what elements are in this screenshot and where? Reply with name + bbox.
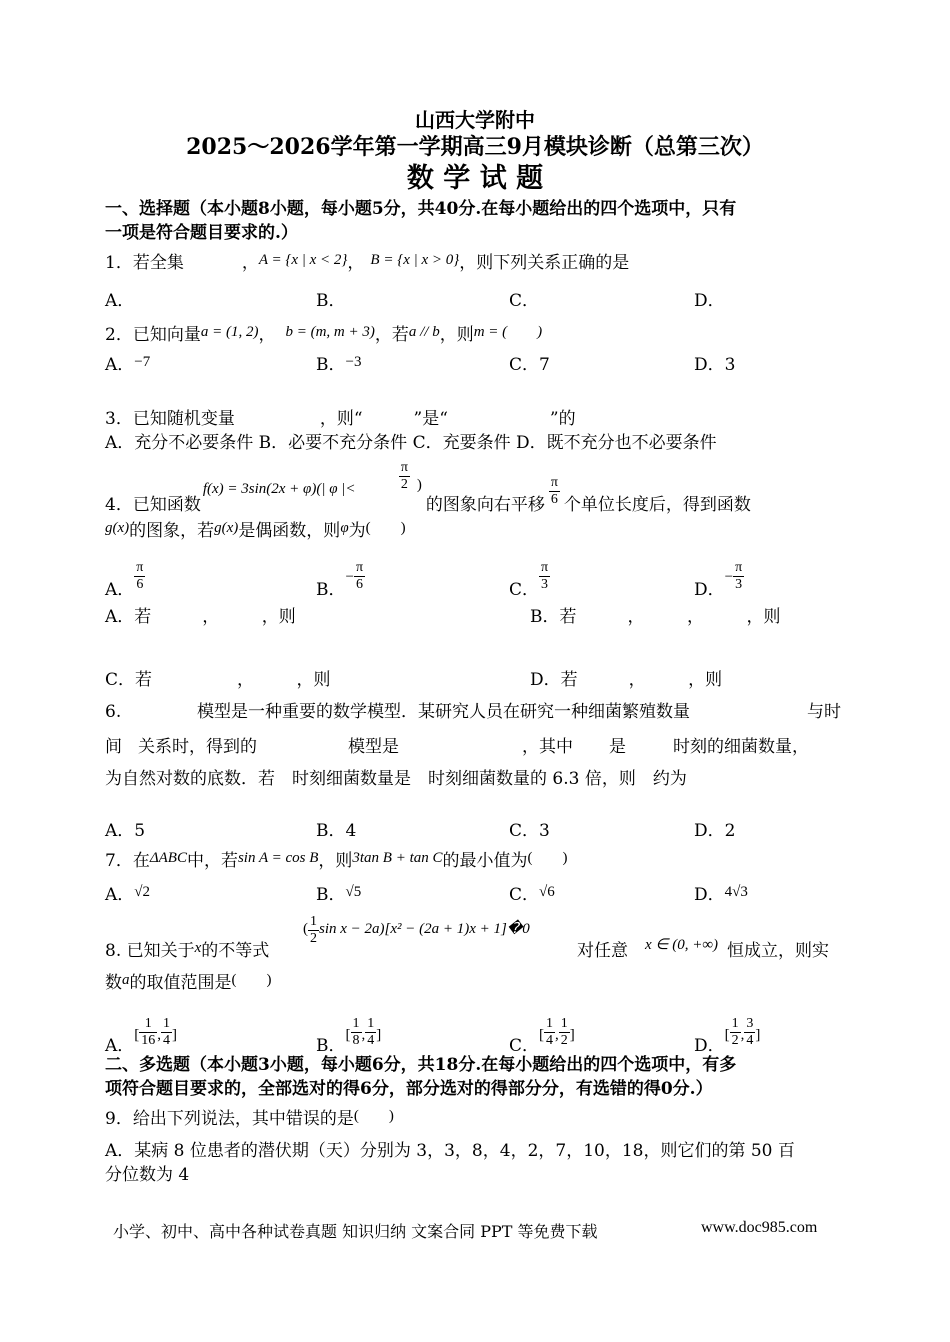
q9-option-a-line1[interactable]: A．某病 8 位患者的潜伏期（天）分别为 3，3，8，4，2，7，10，18，则它们的第 50 百: [105, 1141, 795, 1161]
q8-stem-line1: 8. 已知关于x的不等式 ( $\frac{1}{2}$ sin x − 2a)[x² − (2a + 1)x + 1]�0 对任意 x ∈ (0, +∞) 恒成立，则实: [105, 914, 829, 961]
q2-parallel: a // b: [408, 324, 440, 340]
q7-option-b[interactable]: B．√5: [316, 884, 362, 905]
q8-option-a[interactable]: A．[ $\frac{1}{16}$ , $\frac{1}{4}$ ]: [105, 1016, 178, 1056]
section2-heading-line2: 项符合题目要求的，全部选对的得6分，部分选对的得部分分，有选错的得0分.）: [105, 1079, 713, 1099]
q7-option-c[interactable]: C．√6: [509, 884, 555, 905]
q1-set-b: B = {x | x > 0}: [370, 252, 460, 268]
q6-stem-line3: 为自然对数的底数．若 时刻细菌数量是 时刻细菌数量的 6.3 倍，则 约为: [105, 769, 687, 789]
q4-stem-line1: 4．已知函数 f(x) = 3sin(2x + φ)(| φ |< $\frac{\pi}{2}$ ) 的图象向右平移 $\frac{\pi}{6}$ 个单位长度后，得到函数: [105, 460, 751, 515]
section2-heading-line1: 二、多选题（本小题3小题，每小题6分，共18分.在每小题给出的四个选项中，有多: [105, 1055, 737, 1075]
q1-stem: 1．若全集 ，A = {x | x < 2}， B = {x | x > 0}，则下列关系正确的是: [105, 252, 630, 273]
section1-heading-line1: 一、选择题（本小题8小题，每小题5分，共40分.在每小题给出的四个选项中，只有: [105, 199, 737, 219]
q5-option-b[interactable]: B．若 ， ， ，则: [530, 607, 781, 627]
q2-option-b[interactable]: B．−3: [316, 354, 362, 375]
q1-option-d[interactable]: D．: [694, 291, 725, 311]
q2-option-a[interactable]: A．−7: [105, 354, 151, 375]
q6-stem-line2: 间 关系时，得到的 模型是 ，其中 是 时刻的细菌数量，: [105, 737, 809, 757]
q2-vector-b: b = (m, m + 3): [285, 324, 375, 340]
q6-option-c[interactable]: C．3: [509, 821, 550, 841]
q1-option-b[interactable]: B．: [316, 291, 346, 311]
q2-vector-a: a = (1, 2): [200, 324, 259, 340]
section1-heading-line2: 一项是符合题目要求的.）: [105, 223, 298, 243]
exam-title: 2025～2026学年第一学期高三9月模块诊断（总第三次）: [186, 134, 764, 160]
q4-g: g(x): [105, 520, 130, 536]
q4-option-a[interactable]: A． $\frac{\pi}{6}$: [105, 560, 144, 600]
q4-option-d[interactable]: D．− $\frac{\pi}{3}$: [694, 560, 743, 600]
q2-stem: 2．已知向量a = (1, 2)， b = (m, m + 3)，若a // b，则m = ( ): [105, 324, 543, 345]
q8-option-c[interactable]: C．[ $\frac{1}{4}$ , $\frac{1}{2}$ ]: [509, 1016, 575, 1056]
school-name: 山西大学附中: [415, 108, 535, 132]
footer-text: 小学、初中、高中各种试卷真题 知识归纳 文案合同 PPT 等免费下载: [113, 1222, 598, 1241]
q9-option-a-line2[interactable]: 分位数为 4: [105, 1165, 190, 1185]
q7-option-d[interactable]: D．4√3: [694, 884, 748, 905]
q6-stem-line1: 6. 模型是一种重要的数学模型．某研究人员在研究一种细菌繁殖数量 与时: [105, 702, 841, 722]
q1-option-c[interactable]: C．: [509, 291, 540, 311]
q6-option-d[interactable]: D．2: [694, 821, 736, 841]
q6-option-a[interactable]: A．5: [105, 821, 146, 841]
q8-option-b[interactable]: B．[ $\frac{1}{8}$ , $\frac{1}{4}$ ]: [316, 1016, 382, 1056]
q4-option-c[interactable]: C． $\frac{\pi}{3}$: [509, 560, 549, 600]
q1-option-a[interactable]: A．: [105, 291, 135, 311]
q4-option-b[interactable]: B．− $\frac{\pi}{6}$: [316, 560, 364, 600]
q8-stem-line2: 数a的取值范围是( ): [105, 972, 272, 993]
q9-stem: 9．给出下列说法，其中错误的是( ): [105, 1108, 394, 1129]
q3-stem: 3．已知随机变量 ，则“ ”是“ ”的: [105, 409, 576, 429]
q4-function: f(x) = 3sin(2x + φ)(| φ |<: [202, 481, 356, 497]
q3-options[interactable]: A．充分不必要条件 B．必要不充分条件 C．充要条件 D．既不充分也不必要条件: [105, 433, 717, 453]
q1-set-a: A = {x | x < 2}: [258, 252, 348, 268]
q8-inequality: ( $\frac{1}{2}$ sin x − 2a)[x² − (2a + 1)x + 1]�0: [303, 914, 530, 946]
q5-option-a[interactable]: A．若 ， ，则: [105, 607, 296, 627]
q6-option-b[interactable]: B．4: [316, 821, 357, 841]
q7-option-a[interactable]: A．√2: [105, 884, 151, 905]
q2-option-d[interactable]: D．3: [694, 355, 736, 375]
footer-site-link[interactable]: www.doc985.com: [701, 1219, 818, 1236]
q7-stem: 7．在ΔABC中，若sin A = cos B，则3tan B + tan C的最小值为( ): [105, 850, 568, 871]
q4-stem-line2: g(x)的图象，若g(x)是偶函数，则φ为( ): [105, 520, 406, 541]
q8-option-d[interactable]: D．[ $\frac{1}{2}$ , $\frac{3}{4}$ ]: [694, 1016, 761, 1056]
q2-ask: m = ( ): [473, 324, 543, 340]
q5-option-d[interactable]: D．若 ， ，则: [530, 670, 723, 690]
q2-option-c[interactable]: C．7: [509, 355, 550, 375]
subject-title: 数 学 试 题: [406, 163, 544, 194]
q5-option-c[interactable]: C．若 ， ，则: [105, 670, 331, 690]
